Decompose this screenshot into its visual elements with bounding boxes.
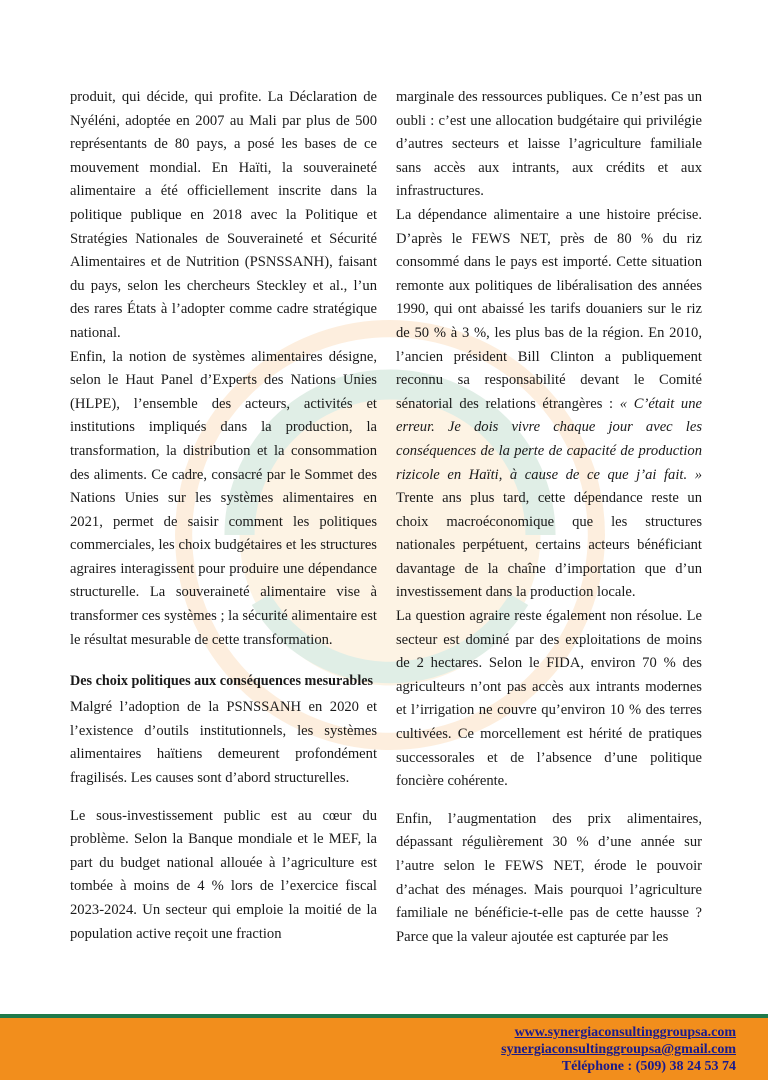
paragraph: Le sous-investissement public est au cœur du problème. Selon la Banque mondiale et le MEF, la part du budget national allouée à l’agriculture est tombée à moins de 4 % lors de l’exercice fiscal 2023-2024. Un secteur qui emploie la moitié de la population active reçoit une fraction — [70, 807, 377, 942]
website-link[interactable]: www.synergiaconsultinggroupsa.com — [514, 1025, 736, 1040]
paragraph: La question agraire reste également non résolue. Le secteur est dominé par des exploitations de moins de 2 hectares. Selon le FIDA, environ 70 % des agriculteurs n’ont pas accès aux intrants modernes et l’irrigation ne couvre qu’environ 10 % des terres cultivées. Ce morcellement est hérité de pratiques successorales et de l’absence d’une politique foncière cohérente. — [396, 608, 702, 790]
phone-number: Téléphone : (509) 38 24 53 74 — [561, 1059, 736, 1074]
paragraph: marginale des ressources publiques. Ce n’est pas un oubli : c’est une allocation budgétaire qui privilégie d’autres secteurs et laisse l’agriculture familiale sans accès aux intrants, aux crédits et aux infrastructures. — [396, 89, 702, 200]
footer-contact — [501, 1024, 736, 1075]
paragraph: Enfin, l’augmentation des prix alimentaires, dépassant régulièrement 30 % d’une année sur l’autre selon le FEWS NET, érode le pouvoir d’achat des ménages. Mais pourquoi l’agriculture familiale ne bénéficie-t-elle pas de cette hausse ? Parce que la valeur ajoutée est capturée par les — [396, 810, 702, 945]
paragraph: Malgré l’adoption de la PSNSSANH en 2020 et l’existence d’outils institutionnels, les systèmes alimentaires haïtiens demeurent profondément fragilisés. Les causes sont d’abord structurelles. — [70, 699, 377, 787]
section-heading: Des choix politiques aux conséquences mesurables — [70, 673, 374, 690]
left-column — [70, 86, 377, 946]
clinton-quote: « C’était une erreur. Je dois vivre chaque jour avec les conséquences de la perte de capacité de production rizicole en Haïti, à cause de ce que j’ai fait. » — [396, 395, 702, 483]
right-column — [396, 86, 702, 949]
paragraph-text: La dépendance alimentaire a une histoire précise. D’après le FEWS NET, près de 80 % du riz consommé dans le pays est importé. Cette situation remonte aux politiques de libéralisation des années 1990, qui ont abaissé les tarifs douaniers sur le riz de 50 % à 3 %, les plus bas de la région. En 2010, l’ancien président Bill Clinton a publiquement reconnu sa responsabilité devant le Comité sénatorial des relations étrangères : — [396, 206, 702, 412]
paragraph: produit, qui décide, qui profite. La Déclaration de Nyéléni, adoptée en 2007 au Mali par plus de 500 représentants de 80 pays, a posé les bases de ce mouvement mondial. En Haïti, la souveraineté alimentaire a été officiellement inscrite dans la politique publique en 2018 avec la Politique et Stratégies Nationales de Souveraineté et Sécurité Alimentaires et de Nutrition (PSNSSANH), faisant du pays, selon les chercheurs Steckley et al., l’un des rares États à l’adopter comme cadre stratégique national. — [70, 89, 377, 341]
paragraph: Enfin, la notion de systèmes alimentaires désigne, selon le Haut Panel d’Experts des Nations Unies (HLPE), l’ensemble des acteurs, activités et institutions impliqués dans la production, la transformation, la distribution et la consommation des aliments. Ce cadre, consacré par le Sommet des Nations Unies sur les systèmes alimentaires en 2021, permet de saisir comment les politiques commerciales, les choix budgétaires et les structures agraires interagissent pour produire une dépendance structurelle. La souveraineté alimentaire vise à transformer ces systèmes ; la sécurité alimentaire est le résultat mesurable de cette transformation. — [70, 348, 377, 648]
email-link[interactable]: synergiaconsultinggroupsa@gmail.com — [501, 1042, 736, 1057]
paragraph — [396, 204, 702, 605]
paragraph-text: Trente ans plus tard, cette dépendance reste un choix macroéconomique que les structures nationales perpétuent, certains acteurs bénéficiant davantage de la chaîne d’importation que d’un investissement dans la production locale. — [396, 490, 702, 601]
